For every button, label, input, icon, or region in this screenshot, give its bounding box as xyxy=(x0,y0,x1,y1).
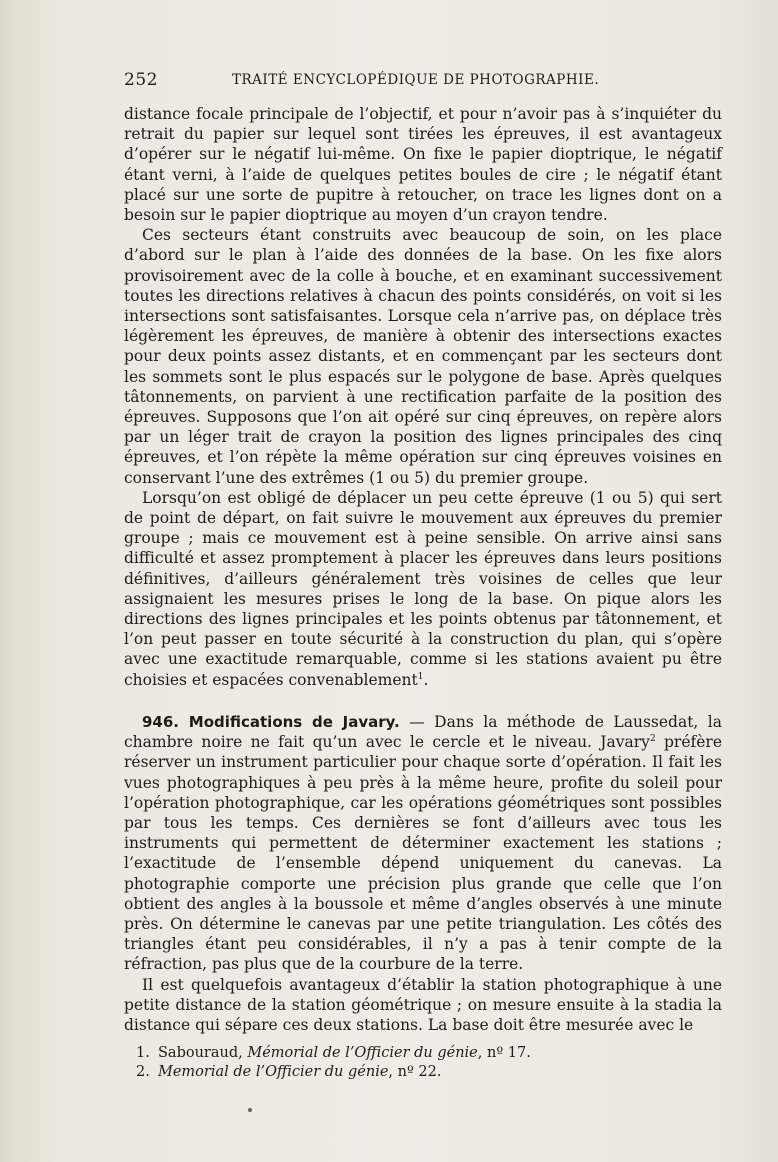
footnote-2 xyxy=(136,1063,696,1082)
paragraph-3 xyxy=(124,488,722,690)
footnote-1 xyxy=(136,1044,696,1063)
paragraph-3-end: . xyxy=(423,670,429,689)
footnote-rest: , nº 22. xyxy=(388,1064,442,1080)
footnote-title: Memorial de l’Officier du génie xyxy=(158,1064,389,1080)
paragraph-1: distance focale principale de l’objectif, et pour n’avoir pas à s’inquiéter du retrait du papier sur lequel sont tirées les épreuves, il est avantageux d’opérer sur le négatif lui-même. On fixe le papier dioptrique, le négatif étant verni, à l’aide de quelques petites boules de cire ; le négatif étant placé sur une sorte de pupitre à retoucher, on trace les lignes dont on a besoin sur le papier dioptrique au moyen d’un crayon tendre. xyxy=(124,105,722,225)
paragraph-last: Il est quelquefois avantageux d’établir la station photographique à une petite distance de la station géométrique ; on mesure ensuite à la stadia la distance qui sépare ces deux stations. La base doit être mesurée avec le xyxy=(124,975,722,1034)
body-text xyxy=(124,104,722,1035)
page-speck xyxy=(248,1108,252,1112)
footnote-ref-2: 2 xyxy=(649,733,656,744)
page-header xyxy=(124,70,724,94)
section-946 xyxy=(124,712,722,975)
footnote-ref-1: 1 xyxy=(417,671,424,682)
footnote-title: Mémorial de l’Officier du génie xyxy=(247,1045,478,1061)
page-number: 252 xyxy=(124,70,158,90)
running-title: TRAITÉ ENCYCLOPÉDIQUE DE PHOTOGRAPHIE. xyxy=(232,72,600,88)
footnote-number: 1. xyxy=(136,1045,150,1061)
footnotes xyxy=(136,1044,696,1082)
footnote-author: Sabouraud, xyxy=(158,1045,248,1061)
footnote-number: 2. xyxy=(136,1064,150,1080)
paragraph-2: Ces secteurs étant construits avec beaucoup de soin, on les place d’abord sur le plan à l’aide des données de la base. On les fixe alors provisoirement avec de la colle à bouche, et en examinant successivement toutes les directions relatives à chacun des points considérés, on voit si les intersections sont satisfaisantes. Lorsque cela n’arrive pas, on déplace très légèrement les épreuves, de manière à obtenir des intersections exactes pour deux points assez distants, et en commençant par les secteurs dont les sommets sont le plus espacés sur le polygone de base. Après quelques tâtonnements, on parvient à une rectification parfaite de la position des épreuves. Supposons que l’on ait opéré sur cinq épreuves, on repère alors par un léger trait de crayon la position des lignes principales des cinq épreuves, et l’on répète la même opération sur cinq épreuves voisines en conservant l’une des extrêmes (1 ou 5) du premier groupe. xyxy=(124,226,722,487)
footnote-rest: , nº 17. xyxy=(477,1045,531,1061)
paragraph-3-text: Lorsqu’on est obligé de déplacer un peu cette épreuve (1 ou 5) qui sert de point de départ, on fait suivre le mouvement aux épreuves du premier groupe ; mais ce mouvement est à peine sensible. On arrive ainsi sans difficulté et assez promptement à placer les épreuves dans leurs positions définitives, d’ailleurs généralement très voisines de celles que leur assignaient les mesures prises le long de la base. On pique alors les directions des lignes principales et les points obtenus par tâtonnement, et l’on peut passer en toute sécurité à la construction du plan, qui s’opère avec une exactitude remarquable, comme si les stations avaient pu être choisies et espacées convenablement xyxy=(124,488,722,689)
section-heading: 946. Modifications de Javary. xyxy=(142,712,400,731)
section-lead: — Dans la méthode de Laussedat, la chambre noire ne fait qu’un avec le cercle et le niveau. Javary xyxy=(124,712,723,752)
section-text: préfère réserver un instrument particulier pour chaque sorte d’opération. Il fait les vues photographiques à peu près à la même heure, profite du soleil pour l’opération photographique, car les opérations géométriques sont possibles par tous les temps. Ces dernières se font d’ailleurs avec tous les instruments qui permettent de déterminer exactement les stations ; l’exactitude de l’ensemble dépend uniquement du canevas. La photographie comporte une précision plus grande que celle que l’on obtient des angles à la boussole et même d’angles observés à une minute près. On détermine le canevas par une petite triangulation. Les côtés des triangles étant peu considérables, il n’y a pas à tenir compte de la réfraction, pas plus que de la courbure de la terre. xyxy=(124,733,722,974)
